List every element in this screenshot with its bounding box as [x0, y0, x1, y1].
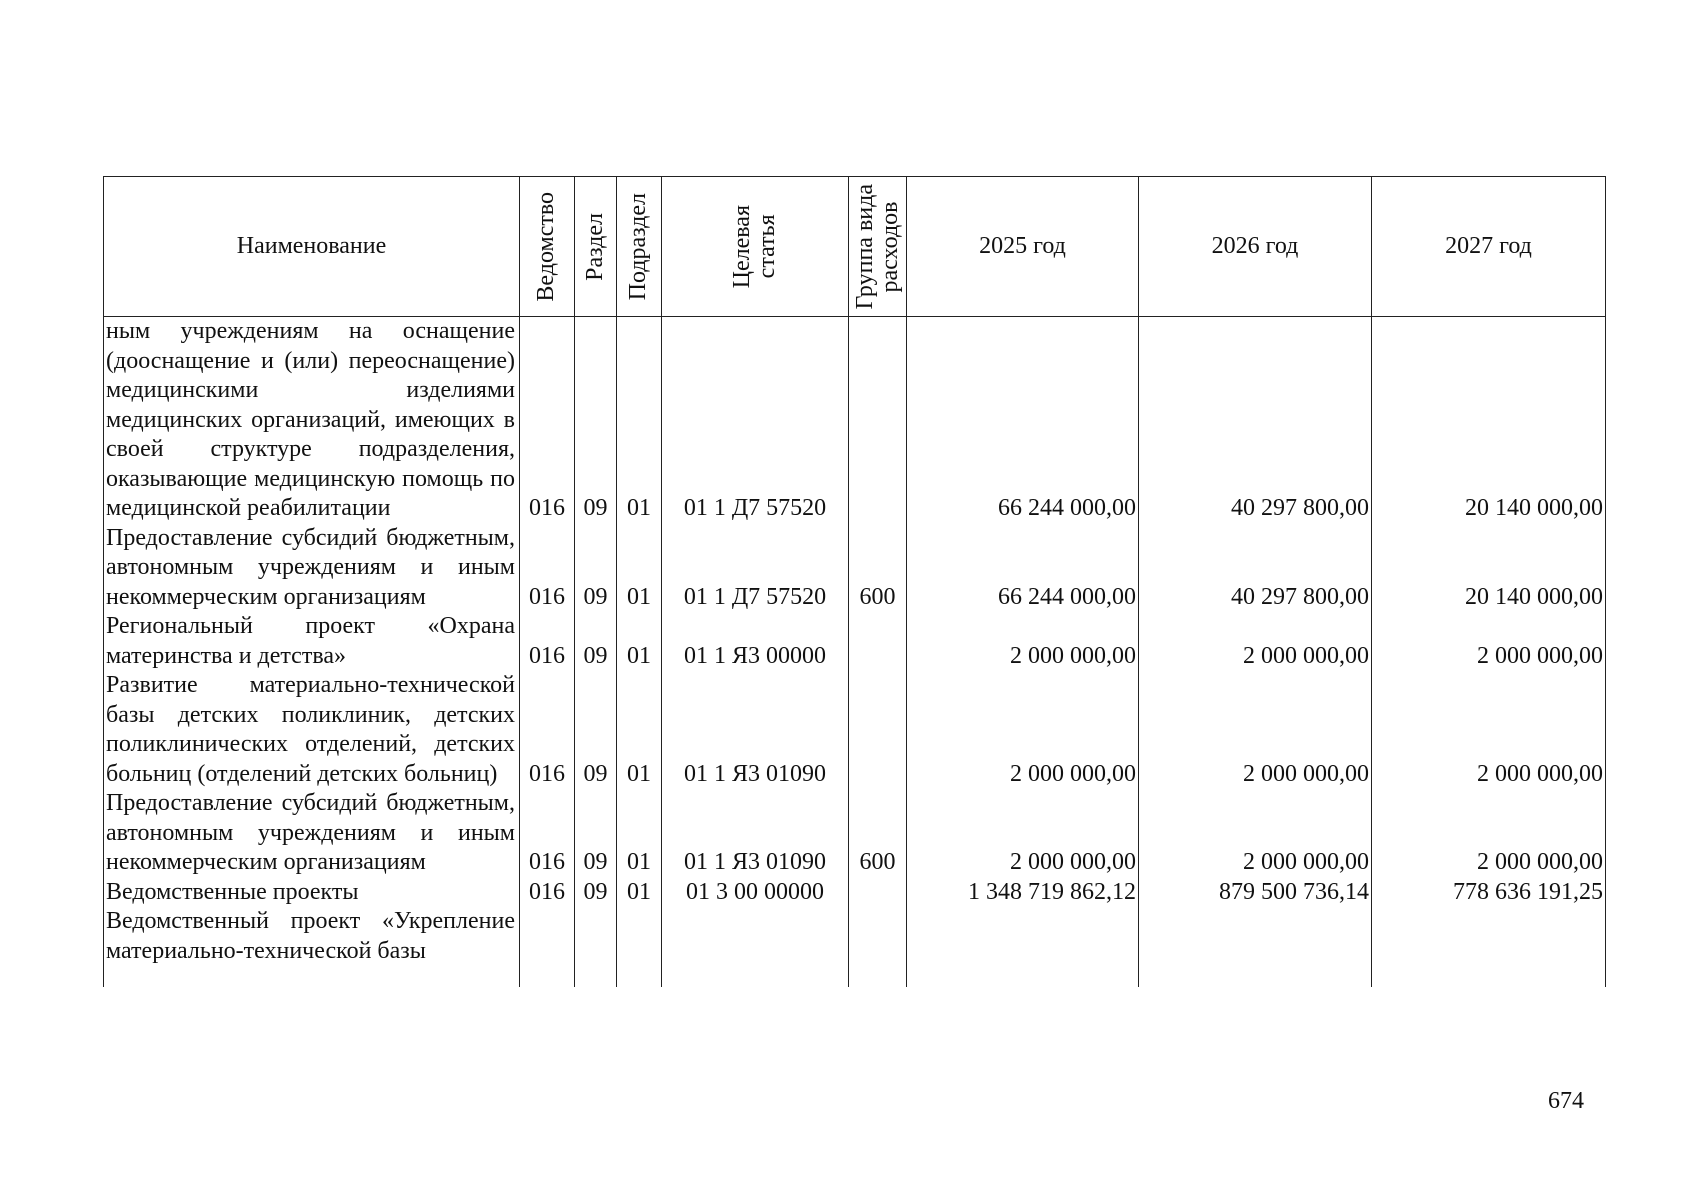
row-name: Предоставление субсидий бюджетным, автономным учреждениям и иным некоммерческим организациям: [104, 789, 520, 878]
row-target: [662, 907, 849, 987]
row-department: 016: [520, 317, 575, 524]
row-subsection: [617, 907, 662, 987]
row-group: [849, 317, 907, 524]
row-2027: 2 000 000,00: [1372, 612, 1606, 671]
header-department: Ведомство: [520, 177, 575, 317]
header-expense-group: Группа вида расходов: [849, 177, 907, 317]
row-2027: 2 000 000,00: [1372, 789, 1606, 878]
row-target: 01 1 Д7 57520: [662, 317, 849, 524]
row-2025: 2 000 000,00: [907, 789, 1139, 878]
row-target: 01 1 Я3 01090: [662, 789, 849, 878]
row-section: 09: [575, 612, 617, 671]
page-number: 674: [1548, 1088, 1584, 1114]
row-2025: 66 244 000,00: [907, 524, 1139, 613]
row-target: 01 1 Я3 01090: [662, 671, 849, 789]
row-2027: 2 000 000,00: [1372, 671, 1606, 789]
row-2025: 1 348 719 862,12: [907, 878, 1139, 908]
header-2025: 2025 год: [907, 177, 1139, 317]
header-target-article: Целевая статья: [662, 177, 849, 317]
row-2026: 40 297 800,00: [1139, 524, 1372, 613]
row-2025: 2 000 000,00: [907, 671, 1139, 789]
row-2025: 2 000 000,00: [907, 612, 1139, 671]
row-department: 016: [520, 878, 575, 908]
row-department: 016: [520, 612, 575, 671]
row-group: [849, 671, 907, 789]
row-2027: [1372, 907, 1606, 987]
row-group: [849, 907, 907, 987]
row-2025: [907, 907, 1139, 987]
row-2026: 2 000 000,00: [1139, 671, 1372, 789]
header-row: [104, 177, 1606, 317]
table-row: [104, 317, 1606, 524]
row-target: 01 3 00 00000: [662, 878, 849, 908]
row-subsection: 01: [617, 789, 662, 878]
row-department: 016: [520, 671, 575, 789]
row-name: ным учреждениям на оснащение (дооснащение и (или) переоснащение) медицинскими изделиями медицинских организаций, имеющих в своей структуре подразделения, оказывающие медицинскую помощь по медицинской реабилитации: [104, 317, 520, 524]
row-group: 600: [849, 524, 907, 613]
row-name: Региональный проект «Охрана материнства и детства»: [104, 612, 520, 671]
row-2027: 778 636 191,25: [1372, 878, 1606, 908]
row-section: 09: [575, 317, 617, 524]
row-name: Развитие материально-технической базы детских поликлиник, детских поликлинических отделений, детских больниц (отделений детских больниц): [104, 671, 520, 789]
row-2026: 40 297 800,00: [1139, 317, 1372, 524]
row-subsection: 01: [617, 612, 662, 671]
row-subsection: 01: [617, 671, 662, 789]
row-2026: [1139, 907, 1372, 987]
row-2026: 879 500 736,14: [1139, 878, 1372, 908]
table-row: [104, 878, 1606, 908]
header-2026: 2026 год: [1139, 177, 1372, 317]
row-subsection: 01: [617, 878, 662, 908]
row-section: 09: [575, 524, 617, 613]
table-row: [104, 789, 1606, 878]
row-section: 09: [575, 789, 617, 878]
header-section: Раздел: [575, 177, 617, 317]
table-row: [104, 671, 1606, 789]
row-section: 09: [575, 878, 617, 908]
row-name: Предоставление субсидий бюджетным, автономным учреждениям и иным некоммерческим организациям: [104, 524, 520, 613]
header-name: Наименование: [104, 177, 520, 317]
table-row: [104, 524, 1606, 613]
row-2025: 66 244 000,00: [907, 317, 1139, 524]
row-2027: 20 140 000,00: [1372, 524, 1606, 613]
row-target: 01 1 Д7 57520: [662, 524, 849, 613]
row-department: 016: [520, 524, 575, 613]
row-target: 01 1 Я3 00000: [662, 612, 849, 671]
row-group: [849, 612, 907, 671]
row-department: 016: [520, 789, 575, 878]
row-2026: 2 000 000,00: [1139, 612, 1372, 671]
row-name: Ведомственный проект «Укрепление материально-технической базы: [104, 907, 520, 987]
budget-table: [103, 176, 1606, 987]
row-2027: 20 140 000,00: [1372, 317, 1606, 524]
header-2027: 2027 год: [1372, 177, 1606, 317]
row-subsection: 01: [617, 317, 662, 524]
row-2026: 2 000 000,00: [1139, 789, 1372, 878]
table-row: [104, 612, 1606, 671]
row-name: Ведомственные проекты: [104, 878, 520, 908]
row-group: [849, 878, 907, 908]
row-subsection: 01: [617, 524, 662, 613]
header-subsection: Подраздел: [617, 177, 662, 317]
row-department: [520, 907, 575, 987]
row-section: [575, 907, 617, 987]
table-row: [104, 907, 1606, 987]
row-section: 09: [575, 671, 617, 789]
row-group: 600: [849, 789, 907, 878]
